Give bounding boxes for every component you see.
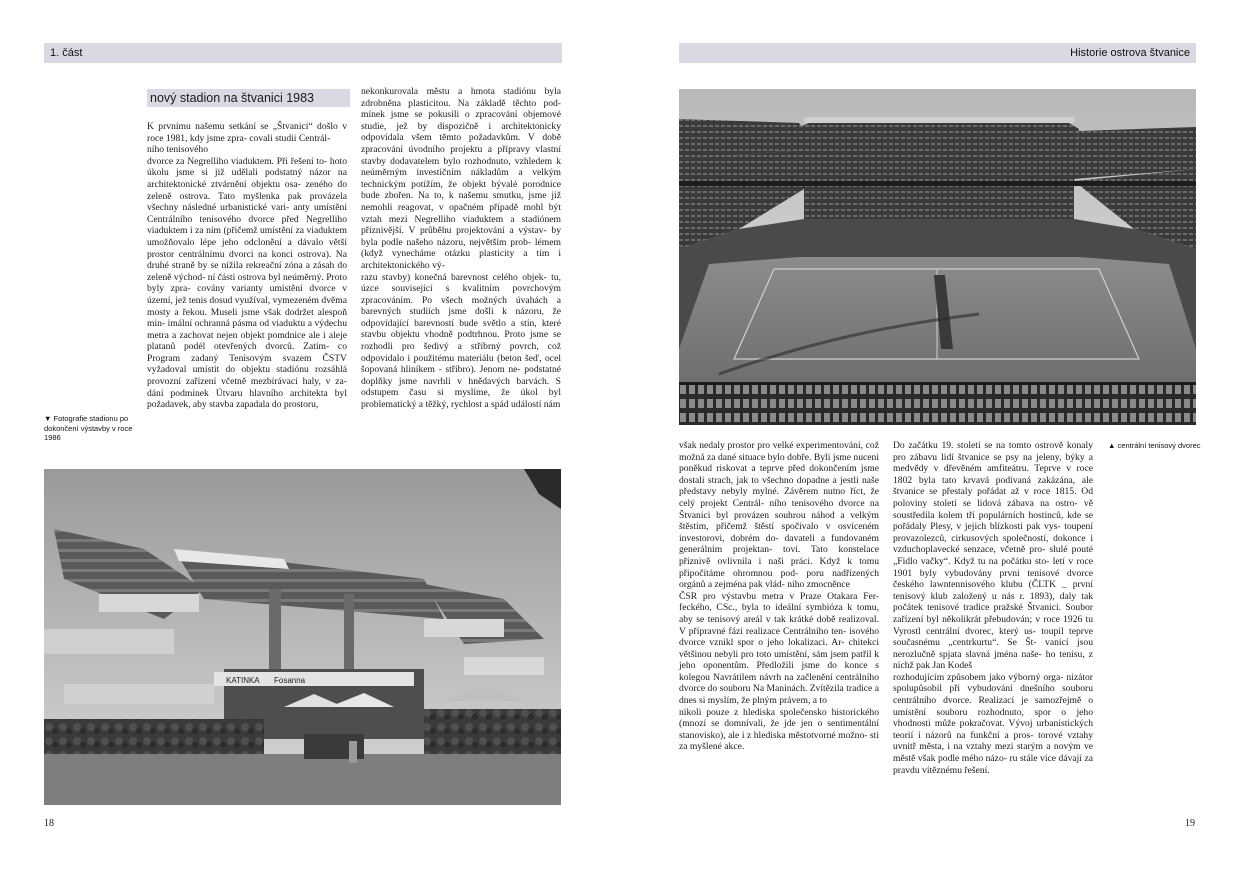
paragraph: ČSR pro výstavbu metra v Praze Otakara Fer- feckého, CSc., byla to ideální symbióza k tomu, aby se tenisový areál v tak krátké době realizoval. V přípravné fázi realizace Centrálního ten- isového dvorce vznikl spor o jeho lokalizaci. Ar- chitekci většinou nebyli pro toto umístění, sám jsem patřil k jeho oponentům. Předložili jsme do konce s kolegou Navrátilem návrh na začlenění centrálního dvorce do souboru Na Maninách. Zvítězila tradice a dnes si myslím, že plným právem, a to [679, 590, 879, 707]
arrow-up-icon: ▲ [1108, 441, 1116, 450]
caption-text: Fotografie stadionu po dokončení výstavby v roce 1986 [44, 414, 133, 442]
paragraph: nekonkurovala městu a hmota stadiónu byla zdrobněna plasticitou. Na základě těchto pod- mínek jsme se pokusili o zpracování objemové studie, jež by dispozičně i architektonicky odpovídala všem těmto požadavkům. V době zpracování úvodního projektu a přípravy vlastní stavby dodavatelem bylo rozhodnuto, vzhledem k neúměrným investičním nákladům a velkým technickým potížím, že objekt bývalé porodnice bude zbořen. Na to, k našemu smutku, jsme již nemohli reagovat, v opačném případě mohl být vztah mezi Negrelliho viaduktem a stadiónem příznivější. V průběhu projektování a výstav- by byla podle našeho názoru, největším prob- lémem (když vynecháme otázku plasticity a tím i architektonického vý- [361, 86, 561, 271]
paragraph: razu stavby) konečná barevnost celého objek- tu, úzce související s kvalitním povrchovým zpracováním. Po všech možných úvahách a barevných studiích jsme došli k názoru, že odpovídající barevností bude světlo a stín, které stavbu objektu vhodně podtrhnou. Proto jsme se rozhodli pro šedivý a stříbrný povrch, což odpovídalo i použitému materiálu (beton šeď, ocel šopovaná hliníkem - stříbro). Jenom ne- podstatné doplňky jsme navrhli v hnědavých barvách. S odstupem času si myslíme, že úkol byl problematický a těžký, rychlost a spád událostí nám [361, 271, 561, 411]
section-header-right [679, 43, 1196, 63]
paragraph: Do začátku 19. století se na tomto ostrově konaly pro zábavu lidí štvanice se psy na jeleny, býky a medvědy v dřevěném amfiteátru. Teprve v roce 1802 byla tato krvavá podívaná zakázána, ale štvanice se přestaly pořádat až v roce 1815. Od poloviny století se lidová zábava na ostro- vě soustředila kolem tří populárních hostinců, kde se pořádaly Plesy, v jejich blízkosti pak vys- toupení provazolezců, cirkusových společností, dokonce i vzduchoplavecké senzace, včetně pro- slulé pouté „Fidlo vačky“. Když tu na počátku sto- letí v roce 1901 byly vybudovány první tenisové dvorce českého lawntennisového klubu (ČLTK _ první tenisový klub založený u nás r. 1893), daly tak počátek tenisové tradice pražské Štvanici. Soubor zařízení byl několikrát přebudován; v roce 1926 tu Vyrostl centrální dvorec, který us- toupil teprve současnému „centrkurtu“. Se Št- vanicí jsou nerozlučně spjata slavná jména naše- ho tenisu, z nichž pak Jan Kodeš [893, 440, 1093, 672]
page-number-right: 19 [1185, 818, 1195, 829]
text-column-2 [361, 86, 561, 411]
stadium-exterior-photo [44, 469, 561, 805]
page-number-left: 18 [44, 818, 54, 829]
paragraph: rozhodujícím způsobem jako výborný orga- nizátor spolupůsobil při vybudování dnešního souboru centrálního dvorce. Realizací je samozřejmě o umístění souboru rozhodnuto, spor o jeho vhodnosti může pokračovat. Vývoj urbanistických teorií i názorů na funkční a pros- torové vztahy uvnitř města, i na vztahy mezi starým a novým ve městě však podle mého názo- ru stále více dávají za pravdu vítěznému řešení. [893, 671, 1093, 776]
text-column-4 [893, 440, 1093, 776]
arrow-down-icon: ▼ [44, 414, 52, 423]
photo-sign: KATINKA [226, 676, 260, 685]
paragraph: ního tenisového [147, 144, 209, 156]
caption-text: centrální tenisový dvorec [1117, 441, 1201, 450]
section-label: 1. část [50, 47, 83, 59]
text-column-3 [679, 440, 879, 753]
stadium-interior-photo [679, 89, 1196, 425]
photo-caption-left [44, 414, 139, 443]
photo-caption-right [1108, 441, 1203, 451]
paragraph: dvorce za Negrelliho viaduktem. Při řešení to- hoto úkolu jsme si již udělali podstatný názor na architektonické ztvárnění objektu osa- zeného do zeleně ostrova. Tato myšlenka pak provázela všechny následné urbanistické vari- anty umístění Centrálního tenisového dvorce před Negrelliho viaduktem i za ním (přičemž umístění za viaduktem umožňovalo lépe jeho odclonění a dávalo větší prostor centrálnímu dvorci na konci ostrova). Na druhé straně by se nížila rekreační zóna a zásah do zeleně východ- ní části ostrova byl neúměrný. Proto byly zpra- covány varianty umístění dvorce v území, jež tenis dosud využíval, vymezeném dvěma mosty a řekou. Museli jsme však dodržet alespoň min- imální ochranná pásma od viaduktu a výdechu metra a zachovat nejen objekt pomdnice ale i aleje platanů podél otevřených dvorců. Zatím- co Program zadaný Tenisovým svazem ČSTV vyžadoval umístit do objektu stadiónu rozsáhlá provozní zařízení včetně mezbírávací haly, v za- dání podmínek Útvaru hlavního architekta byl požadavek, aby stavba zapadala do prostoru, [147, 155, 347, 411]
article-title: nový stadion na štvanici 1983 [147, 89, 350, 107]
text-column-1 [147, 121, 347, 411]
paragraph: nikoli pouze z hlediska společensko historického (mnozí se domnívali, že jde jen o sentimentální stanovisko), ale i z hlediska městotvorné možno- sti za myšlené akce. [679, 706, 879, 753]
paragraph: K prvnímu našemu setkání se „Štvanicí“ došlo v roce 1981, kdy jsme zpra- covali studii Centrál- [147, 121, 347, 144]
paragraph: však nedaly prostor pro velké experimentování, což možná za dané situace bylo dobře. Byli jsme nuceni poněkud riskovat a teprve před dokončením jsme dostali strach, jak to všechno dopadne a jestli naše představy nebyly mylné. Závěrem nutno říct, že celý projekt Centrál- ního tenisového dvorce na Štvanici byl provázen souhrou náhod a velkým štěstím, přičemž štěstí spočívalo v osvíceném investorovi, dobrém do- davateli a fundovaném generálním projektan- tovi. Tato konstelace příznivě ovlivnila i naši práci. Když k tomu připočítáme ohromnou pod- poru nadřízených orgánů a zejména pak vlád- ního zmocněnce [679, 440, 879, 591]
section-header-left [44, 43, 562, 63]
photo-sign: Fosanna [274, 676, 306, 685]
chapter-label: Historie ostrova štvanice [1070, 47, 1190, 59]
